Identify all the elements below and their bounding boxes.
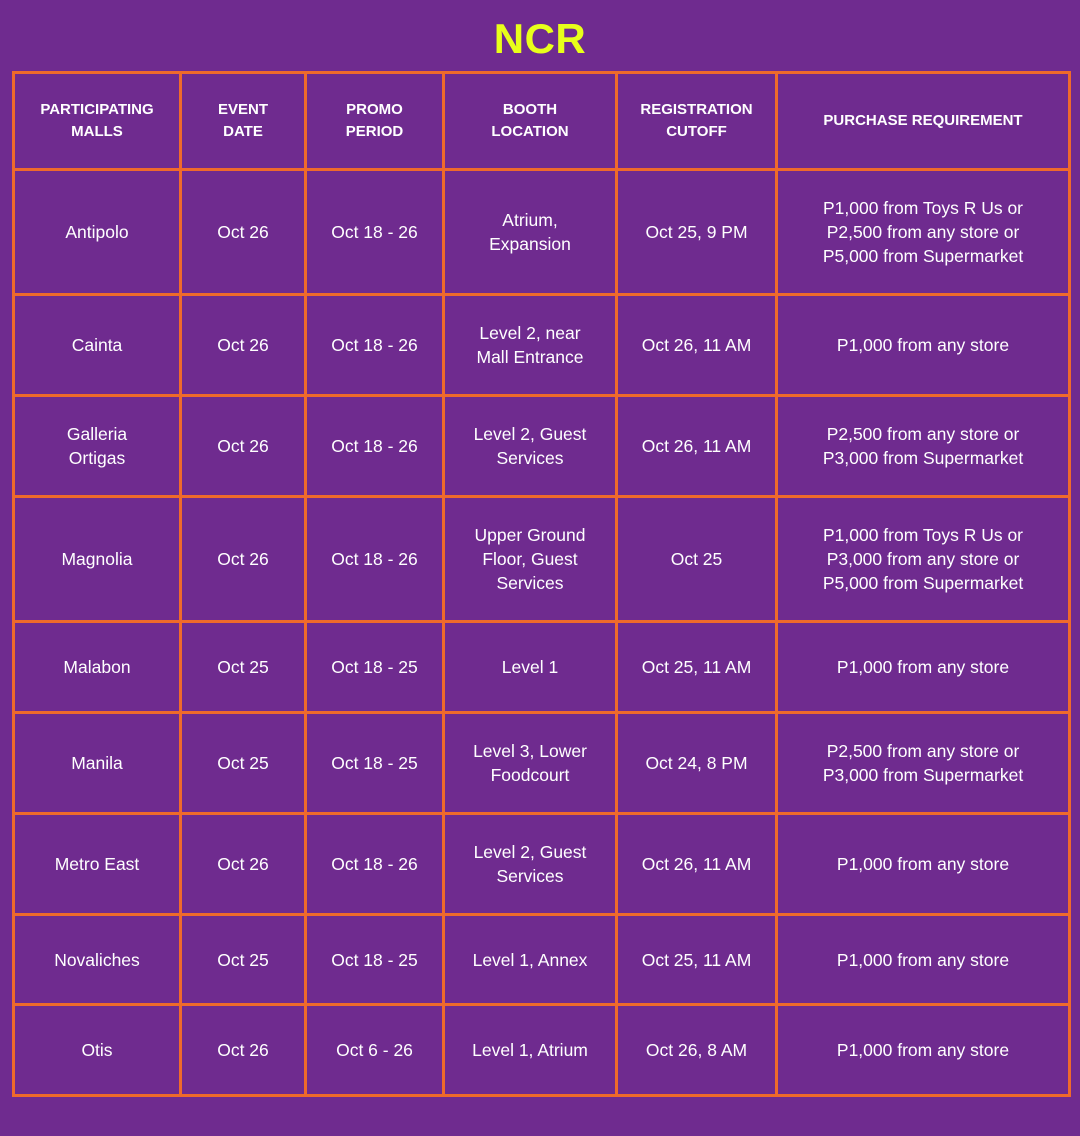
header-event-date: EVENT DATE xyxy=(181,73,306,170)
booth-location-cell: Level 2, Guest Services xyxy=(444,814,617,915)
table-row xyxy=(14,1005,1070,1096)
registration-cutoff-cell: Oct 26, 8 AM xyxy=(617,1005,777,1096)
promo-period-cell: Oct 18 - 25 xyxy=(306,622,444,713)
event-date-cell: Oct 26 xyxy=(181,497,306,622)
mall-name-cell: Manila xyxy=(14,713,181,814)
promo-period-cell: Oct 18 - 26 xyxy=(306,396,444,497)
registration-cutoff-cell: Oct 25 xyxy=(617,497,777,622)
booth-location-cell: Upper Ground Floor, Guest Services xyxy=(444,497,617,622)
purchase-requirement-cell: P2,500 from any store or P3,000 from Supermarket xyxy=(777,713,1070,814)
table-row xyxy=(14,713,1070,814)
promo-period-cell: Oct 18 - 26 xyxy=(306,170,444,295)
header-participating-malls: PARTICIPATING MALLS xyxy=(14,73,181,170)
promo-period-cell: Oct 18 - 25 xyxy=(306,713,444,814)
table-row xyxy=(14,170,1070,295)
registration-cutoff-cell: Oct 26, 11 AM xyxy=(617,814,777,915)
purchase-requirement-cell: P1,000 from any store xyxy=(777,622,1070,713)
promo-period-cell: Oct 18 - 26 xyxy=(306,497,444,622)
mall-name-cell: Magnolia xyxy=(14,497,181,622)
registration-cutoff-cell: Oct 25, 11 AM xyxy=(617,915,777,1005)
event-date-cell: Oct 25 xyxy=(181,622,306,713)
purchase-requirement-cell: P1,000 from any store xyxy=(777,814,1070,915)
booth-location-cell: Atrium, Expansion xyxy=(444,170,617,295)
registration-cutoff-cell: Oct 24, 8 PM xyxy=(617,713,777,814)
header-purchase-requirement: PURCHASE REQUIREMENT xyxy=(777,73,1070,170)
header-promo-period: PROMO PERIOD xyxy=(306,73,444,170)
page-title: NCR xyxy=(493,15,587,62)
registration-cutoff-cell: Oct 25, 9 PM xyxy=(617,170,777,295)
booth-location-cell: Level 3, Lower Foodcourt xyxy=(444,713,617,814)
mall-name-cell: Galleria Ortigas xyxy=(14,396,181,497)
event-date-cell: Oct 26 xyxy=(181,1005,306,1096)
event-date-cell: Oct 25 xyxy=(181,915,306,1005)
event-date-cell: Oct 26 xyxy=(181,396,306,497)
mall-schedule-table xyxy=(12,71,1071,1097)
promo-period-cell: Oct 18 - 26 xyxy=(306,295,444,396)
purchase-requirement-cell: P1,000 from any store xyxy=(777,1005,1070,1096)
mall-name-cell: Antipolo xyxy=(14,170,181,295)
table-row xyxy=(14,396,1070,497)
booth-location-cell: Level 1, Atrium xyxy=(444,1005,617,1096)
purchase-requirement-cell: P1,000 from Toys R Us or P2,500 from any store or P5,000 from Supermarket xyxy=(777,170,1070,295)
table-header-row xyxy=(14,73,1070,170)
purchase-requirement-cell: P1,000 from any store xyxy=(777,915,1070,1005)
header-booth-location: BOOTH LOCATION xyxy=(444,73,617,170)
mall-name-cell: Otis xyxy=(14,1005,181,1096)
promo-period-cell: Oct 18 - 25 xyxy=(306,915,444,1005)
event-date-cell: Oct 26 xyxy=(181,814,306,915)
mall-name-cell: Malabon xyxy=(14,622,181,713)
table-row xyxy=(14,915,1070,1005)
booth-location-cell: Level 1 xyxy=(444,622,617,713)
purchase-requirement-cell: P2,500 from any store or P3,000 from Supermarket xyxy=(777,396,1070,497)
registration-cutoff-cell: Oct 26, 11 AM xyxy=(617,396,777,497)
event-date-cell: Oct 26 xyxy=(181,170,306,295)
mall-name-cell: Novaliches xyxy=(14,915,181,1005)
promo-period-cell: Oct 18 - 26 xyxy=(306,814,444,915)
purchase-requirement-cell: P1,000 from Toys R Us or P3,000 from any store or P5,000 from Supermarket xyxy=(777,497,1070,622)
mall-name-cell: Cainta xyxy=(14,295,181,396)
header-registration-cutoff: REGISTRATION CUTOFF xyxy=(617,73,777,170)
booth-location-cell: Level 2, near Mall Entrance xyxy=(444,295,617,396)
table-row xyxy=(14,295,1070,396)
event-date-cell: Oct 26 xyxy=(181,295,306,396)
registration-cutoff-cell: Oct 25, 11 AM xyxy=(617,622,777,713)
table-row xyxy=(14,622,1070,713)
booth-location-cell: Level 1, Annex xyxy=(444,915,617,1005)
table-row xyxy=(14,497,1070,622)
purchase-requirement-cell: P1,000 from any store xyxy=(777,295,1070,396)
table-row xyxy=(14,814,1070,915)
event-date-cell: Oct 25 xyxy=(181,713,306,814)
promo-period-cell: Oct 6 - 26 xyxy=(306,1005,444,1096)
registration-cutoff-cell: Oct 26, 11 AM xyxy=(617,295,777,396)
booth-location-cell: Level 2, Guest Services xyxy=(444,396,617,497)
mall-name-cell: Metro East xyxy=(14,814,181,915)
